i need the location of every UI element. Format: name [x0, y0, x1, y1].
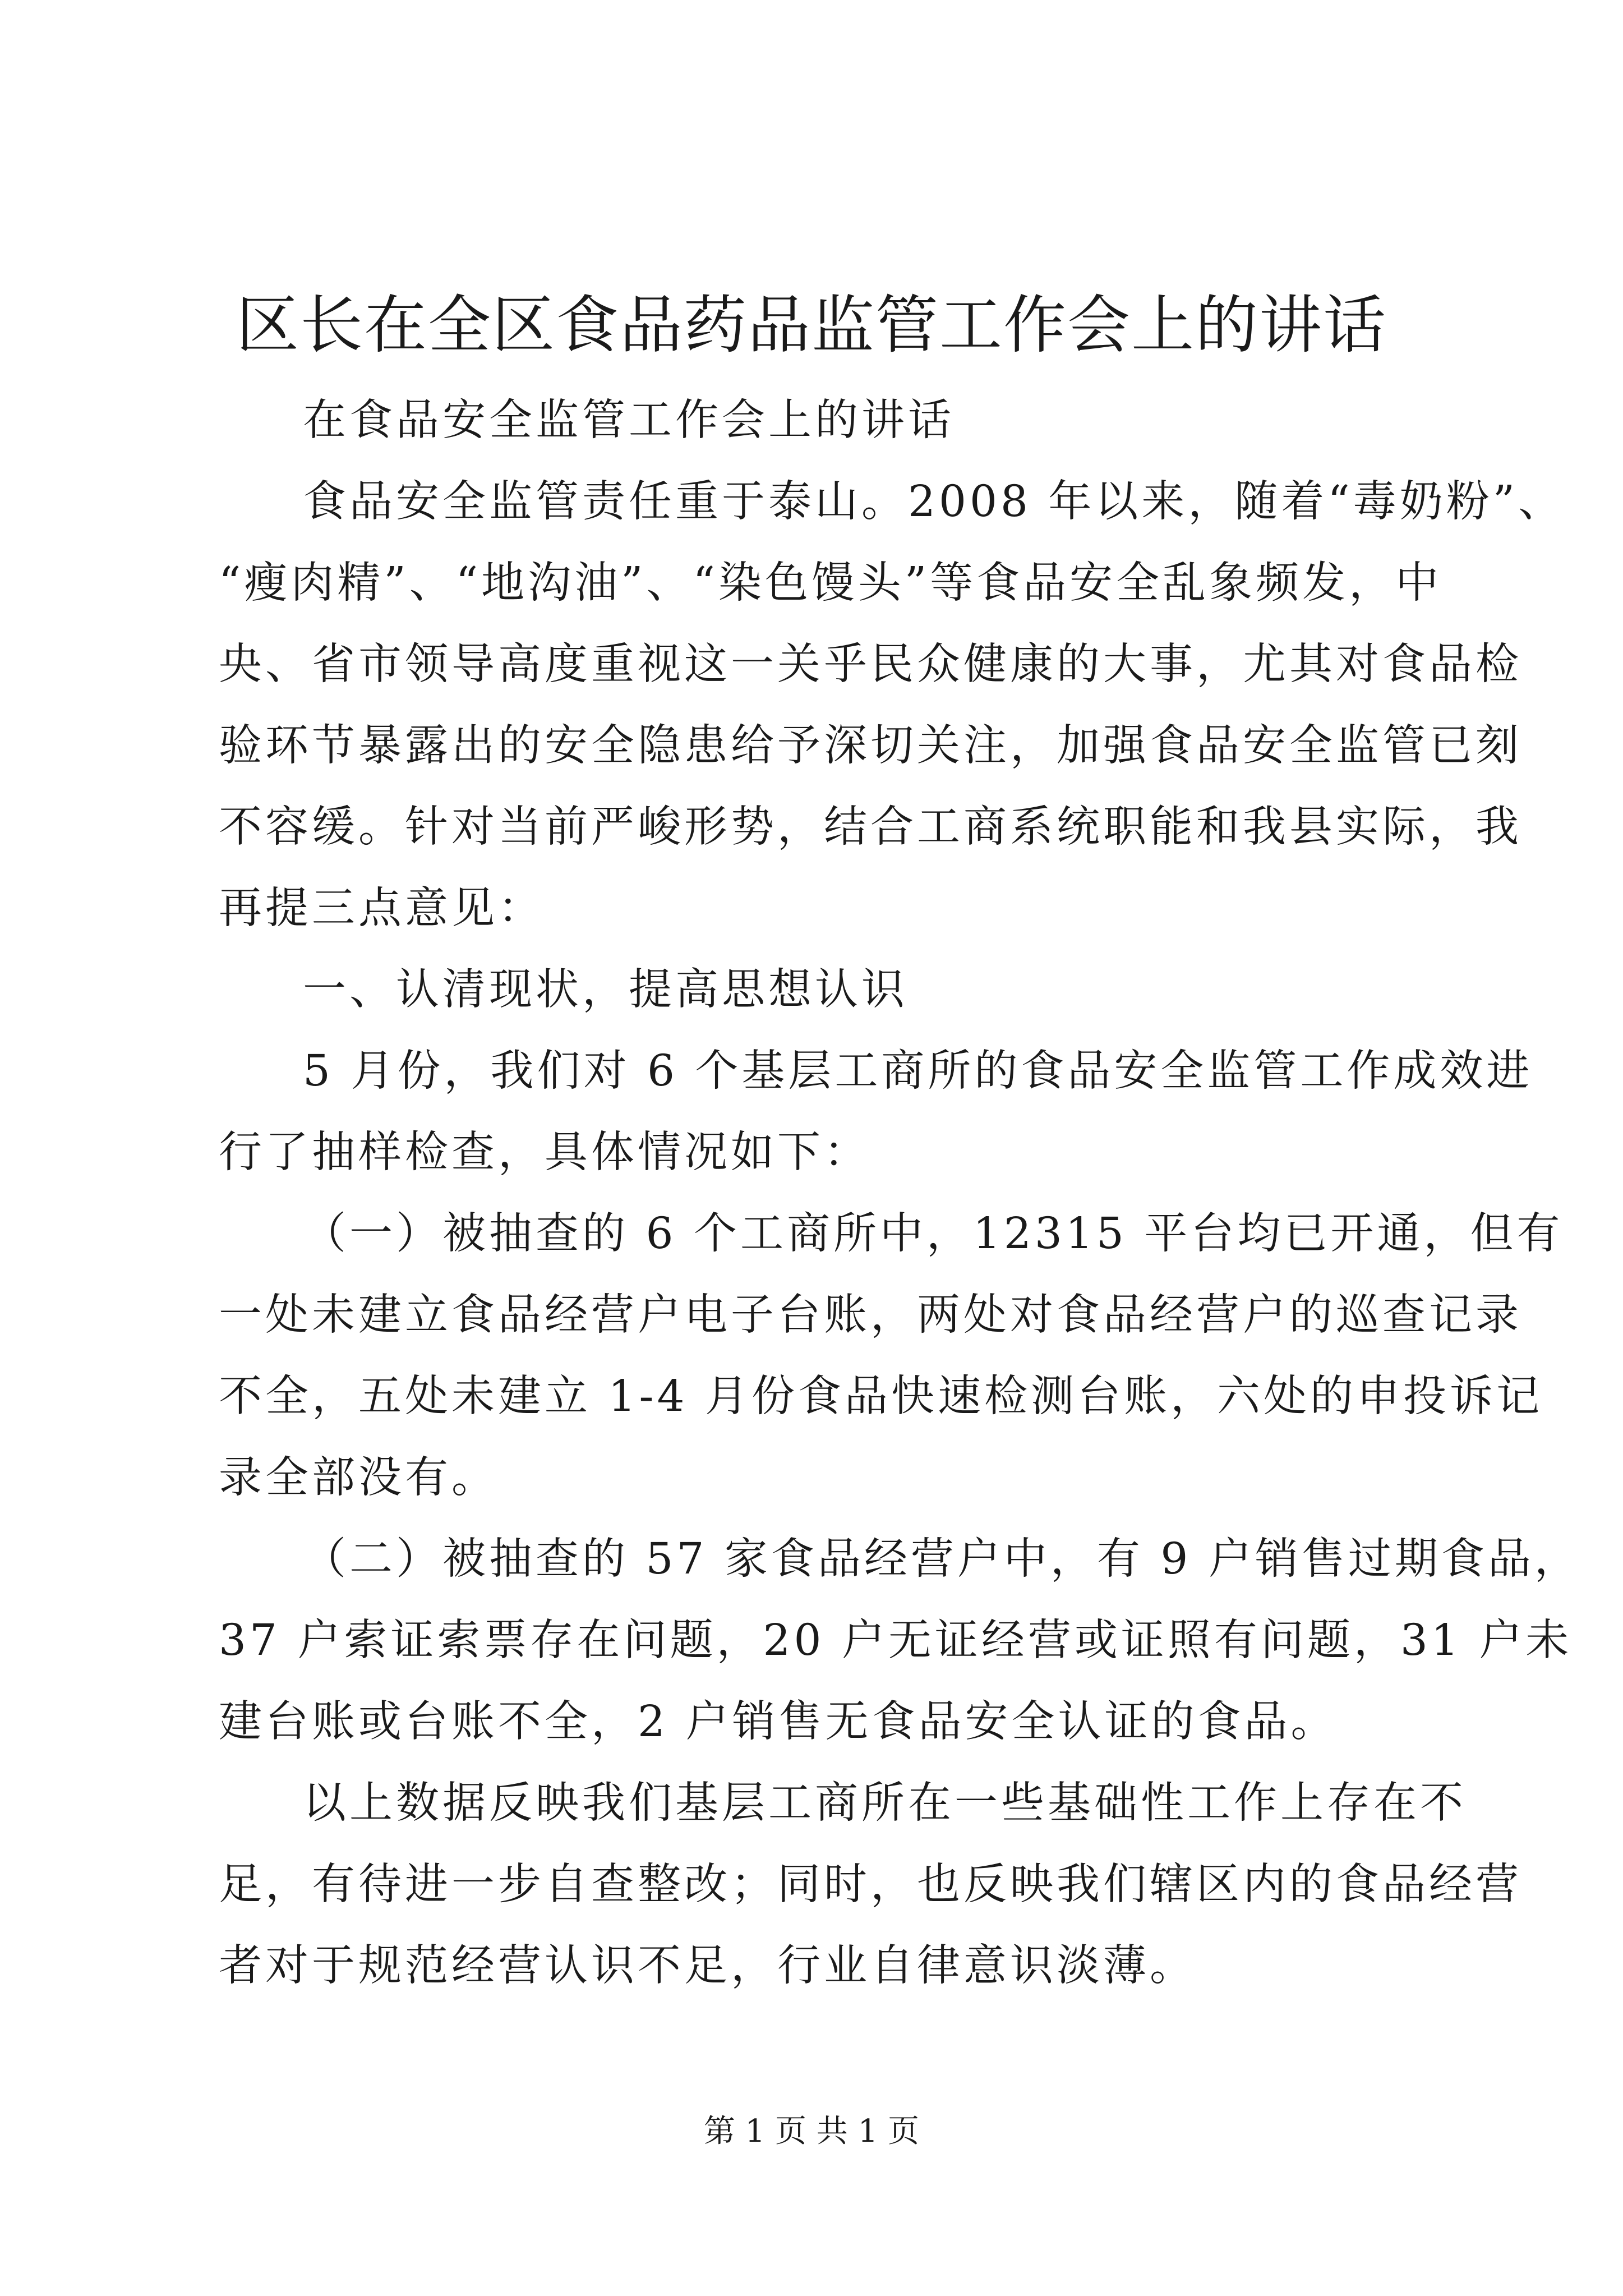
paragraph-line: （一）被抽查的 6 个工商所中，12315 平台均已开通，但有	[303, 1209, 1564, 1259]
paragraph-line: 建台账或台账不全，2 户销售无食品安全认证的食品。	[219, 1697, 1338, 1747]
paragraph-line: 足，有待进一步自查整改；同时，也反映我们辖区内的食品经营	[219, 1860, 1522, 1910]
paragraph-line: 37 户索证索票存在问题，20 户无证经营或证照有问题，31 户未	[219, 1616, 1573, 1665]
paragraph-line: 验环节暴露出的安全隐患给予深切关注，加强食品安全监管已刻	[219, 721, 1522, 771]
paragraph-line: （二）被抽查的 57 家食品经营户中，有 9 户销售过期食品，	[303, 1534, 1581, 1584]
paragraph-line: 行了抽样检查，具体情况如下：	[219, 1128, 870, 1177]
paragraph-line: 央、省市领导高度重视这一关乎民众健康的大事，尤其对食品检	[219, 639, 1522, 689]
paragraph-line: 者对于规范经营认识不足，行业自律意识淡薄。	[219, 1941, 1196, 1991]
paragraph-line: 食品安全监管责任重于泰山。2008 年以来，随着“毒奶粉”、	[303, 477, 1565, 527]
page-footer: 第 1 页 共 1 页	[703, 2113, 920, 2150]
paragraph-line: 不全，五处未建立 1-4 月份食品快速检测台账，六处的申投诉记	[219, 1372, 1543, 1421]
document-title: 区长在全区食品药品监管工作会上的讲话	[236, 289, 1387, 362]
paragraph-line: 录全部没有。	[219, 1453, 498, 1503]
paragraph-line: 5 月份，我们对 6 个基层工商所的食品安全监管工作成效进	[303, 1046, 1533, 1096]
paragraph-line: “瘦肉精”、“地沟油”、“染色馒头”等食品安全乱象频发，中	[219, 558, 1442, 608]
paragraph-line: 不容缓。针对当前严峻形势，结合工商系统职能和我县实际，我	[219, 802, 1522, 852]
paragraph-line: 一处未建立食品经营户电子台账，两处对食品经营户的巡查记录	[219, 1290, 1522, 1340]
subtitle-line: 在食品安全监管工作会上的讲话	[303, 395, 955, 445]
paragraph-line: 以上数据反映我们基层工商所在一些基础性工作上存在不	[303, 1778, 1467, 1828]
section-heading: 一、认清现状，提高思想认识	[303, 965, 908, 1015]
paragraph-line: 再提三点意见：	[219, 884, 545, 933]
